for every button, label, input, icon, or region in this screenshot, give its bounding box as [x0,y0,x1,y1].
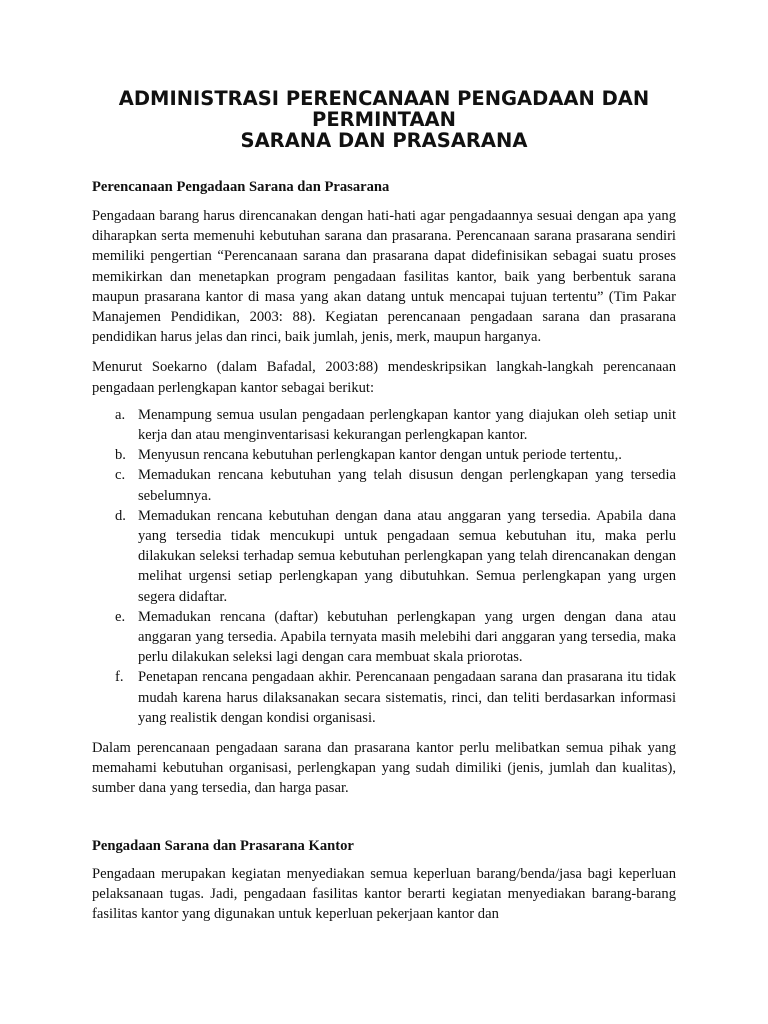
list-item [92,465,676,505]
steps-list [92,405,676,728]
list-item [92,405,676,445]
paragraph-menurut-soekarno: Menurut Soekarno (dalam Bafadal, 2003:88) mendeskripsikan langkah-langkah perencanaan pengadaan perlengkapan kantor sebagai berikut: [92,359,676,396]
list-item [92,506,676,607]
document-title [92,88,676,151]
list-item-text: Menyusun rencana kebutuhan perlengkapan kantor dengan untuk periode tertentu,. [138,447,622,464]
list-marker: d. [115,507,126,524]
list-marker: a. [115,406,126,423]
list-item-text: Menampung semua usulan pengadaan perlengkapan kantor yang diajukan oleh setiap unit kerja dan atau menginventarisasi kekurangan perlengkapan kantor. [138,406,676,444]
title-line-1: ADMINISTRASI PERENCANAAN PENGADAAN DAN [118,87,650,110]
paragraph-pengadaan-barang: Pengadaan barang harus direncanakan dengan hati-hati agar pengadaannya sesuai dengan apa yang diharapkan serta memenuhi kebutuhan sarana dan prasarana. Perencanaan sarana prasarana sendiri memiliki pengertian “Perencanaan sarana dan prasarana dapat didefinisikan sebagai suatu proses memikirkan dan menetapkan program pengadaan fasilitas kantor, baik yang berbentuk sarana maupun prasarana kantor di masa yang akan datang untuk mencapai tujuan tertentu” (Tim Pakar Manajemen Pendidikan, 2003: 88). Kegiatan perencanaan pengadaan sarana dan prasarana pendidikan harus jelas dan rinci, baik jumlah, jenis, merk, maupun harganya. [92,208,676,346]
title-line-3: SARANA DAN PRASARANA [240,129,528,152]
list-item-text: Memadukan rencana kebutuhan yang telah disusun dengan perlengkapan yang tersedia sebelumnya. [138,467,676,504]
list-marker: f. [115,669,124,686]
list-marker: b. [115,447,126,464]
list-item [92,607,676,668]
section-heading-pengadaan: Pengadaan Sarana dan Prasarana Kantor [92,837,354,854]
list-item [92,667,676,728]
list-marker: e. [115,608,126,625]
document-body [92,177,676,924]
list-item-text: Memadukan rencana kebutuhan dengan dana atau anggaran yang tersedia. Apabila dana yang tersedia tidak mencukupi untuk pengadaan semua kebutuhan itu, maka perlu dilakukan seleksi terhadap semua kebutuhan perlengkapan yang telah direncanakan dengan melihat urgensi setiap perlengkapan yang dibutuhkan. Semua perlengkapan yang urgen segera didaftar. [138,507,676,605]
paragraph-pengadaan-merupakan: Pengadaan merupakan kegiatan menyediakan semua keperluan barang/benda/jasa bagi keperluan pelaksanaan tugas. Jadi, pengadaan fasilitas kantor berarti kegiatan menyediakan barang-barang fasilitas kantor yang digunakan untuk keperluan pekerjaan kantor dan [92,865,676,923]
list-item-text: Penetapan rencana pengadaan akhir. Perencanaan pengadaan sarana dan prasarana itu tidak mudah karena harus dilaksanakan secara sistematis, rinci, dan teliti berdasarkan informasi yang realistik dengan kondisi organisasi. [138,669,676,726]
list-item-text: Memadukan rencana (daftar) kebutuhan perlengkapan yang urgen dengan dana atau anggaran yang tersedia. Apabila ternyata masih melebihi dari anggaran yang tersedia, maka perlu dilakukan seleksi lagi dengan cara membuat skala priorotas. [138,608,676,666]
list-marker: c. [115,467,126,484]
paragraph-dalam-perencanaan: Dalam perencanaan pengadaan sarana dan prasarana kantor perlu melibatkan semua pihak yang memahami kebutuhan organisasi, perlengkapan yang sudah dimiliki (jenis, jumlah dan kualitas), sumber dana yang tersedia, dan harga pasar. [92,740,676,797]
list-item [92,445,676,465]
section-heading-perencanaan: Perencanaan Pengadaan Sarana dan Prasarana [92,179,390,195]
title-line-2: PERMINTAAN [312,108,456,131]
